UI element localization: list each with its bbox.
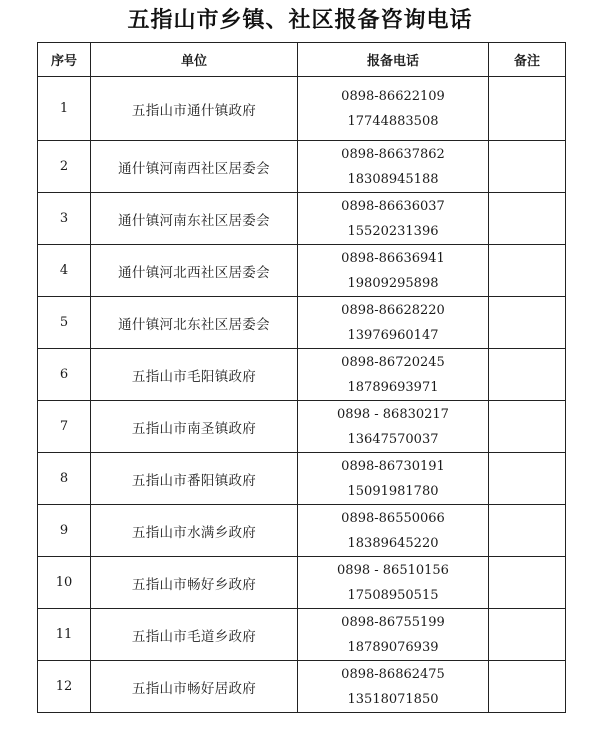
header-phone: 报备电话: [298, 43, 489, 77]
row-unit: 五指山市通什镇政府: [91, 77, 298, 141]
row-seq: 5: [38, 297, 91, 349]
header-unit: 单位: [91, 43, 298, 77]
table-row: [38, 193, 566, 245]
landline-number: 0898 - 86830217: [337, 406, 449, 422]
mobile-number: 13518071850: [347, 691, 439, 707]
mobile-number: 17744883508: [347, 113, 439, 129]
row-unit: 通什镇河北西社区居委会: [91, 245, 298, 297]
landline-number: 0898-86755199: [341, 614, 445, 630]
row-seq: 10: [38, 557, 91, 609]
landline-number: 0898 - 86510156: [337, 562, 449, 578]
row-unit: 通什镇河南西社区居委会: [91, 141, 298, 193]
row-note: [489, 77, 566, 141]
row-note: [489, 349, 566, 401]
mobile-number: 18389645220: [347, 535, 439, 551]
table-body: [38, 77, 566, 713]
row-note: [489, 141, 566, 193]
landline-number: 0898-86637862: [341, 146, 445, 162]
row-phone: [298, 245, 489, 297]
header-note: 备注: [489, 43, 566, 77]
row-phone: [298, 141, 489, 193]
row-unit: 五指山市畅好居政府: [91, 661, 298, 713]
table-row: [38, 77, 566, 141]
table-row: [38, 661, 566, 713]
row-unit: 通什镇河北东社区居委会: [91, 297, 298, 349]
contact-table: [37, 42, 566, 713]
row-unit: 五指山市毛道乡政府: [91, 609, 298, 661]
table-row: [38, 245, 566, 297]
row-seq: 12: [38, 661, 91, 713]
row-unit: 五指山市番阳镇政府: [91, 453, 298, 505]
mobile-number: 15091981780: [347, 483, 439, 499]
row-seq: 7: [38, 401, 91, 453]
table-row: [38, 557, 566, 609]
row-phone: [298, 609, 489, 661]
row-phone: [298, 401, 489, 453]
table-row: [38, 453, 566, 505]
landline-number: 0898-86628220: [341, 302, 445, 318]
landline-number: 0898-86550066: [341, 510, 445, 526]
mobile-number: 19809295898: [347, 275, 439, 291]
row-unit: 五指山市水满乡政府: [91, 505, 298, 557]
row-phone: [298, 193, 489, 245]
row-note: [489, 453, 566, 505]
mobile-number: 13647570037: [347, 431, 439, 447]
table-row: [38, 349, 566, 401]
row-seq: 1: [38, 77, 91, 141]
table-header-row: [38, 43, 566, 77]
row-unit: 五指山市毛阳镇政府: [91, 349, 298, 401]
row-seq: 9: [38, 505, 91, 557]
row-seq: 2: [38, 141, 91, 193]
row-seq: 11: [38, 609, 91, 661]
row-note: [489, 661, 566, 713]
row-phone: [298, 661, 489, 713]
row-seq: 8: [38, 453, 91, 505]
header-seq: 序号: [38, 43, 91, 77]
mobile-number: 15520231396: [347, 223, 439, 239]
row-phone: [298, 349, 489, 401]
row-unit: 通什镇河南东社区居委会: [91, 193, 298, 245]
landline-number: 0898-86862475: [341, 666, 445, 682]
row-note: [489, 505, 566, 557]
row-unit: 五指山市畅好乡政府: [91, 557, 298, 609]
landline-number: 0898-86720245: [341, 354, 445, 370]
row-note: [489, 245, 566, 297]
row-seq: 3: [38, 193, 91, 245]
row-phone: [298, 297, 489, 349]
row-note: [489, 297, 566, 349]
landline-number: 0898-86622109: [341, 88, 445, 104]
page-title: 五指山市乡镇、社区报备咨询电话: [127, 8, 473, 33]
table-row: [38, 297, 566, 349]
row-note: [489, 557, 566, 609]
row-note: [489, 609, 566, 661]
row-phone: [298, 77, 489, 141]
table-row: [38, 401, 566, 453]
row-note: [489, 193, 566, 245]
mobile-number: 18789076939: [347, 639, 439, 655]
row-unit: 五指山市南圣镇政府: [91, 401, 298, 453]
mobile-number: 17508950515: [347, 587, 439, 603]
mobile-number: 18789693971: [347, 379, 439, 395]
row-phone: [298, 505, 489, 557]
landline-number: 0898-86730191: [341, 458, 445, 474]
mobile-number: 13976960147: [347, 327, 439, 343]
table-row: [38, 505, 566, 557]
landline-number: 0898-86636941: [341, 250, 445, 266]
table-row: [38, 609, 566, 661]
row-phone: [298, 453, 489, 505]
landline-number: 0898-86636037: [341, 198, 445, 214]
table-row: [38, 141, 566, 193]
mobile-number: 18308945188: [347, 171, 439, 187]
row-note: [489, 401, 566, 453]
row-phone: [298, 557, 489, 609]
row-seq: 6: [38, 349, 91, 401]
row-seq: 4: [38, 245, 91, 297]
